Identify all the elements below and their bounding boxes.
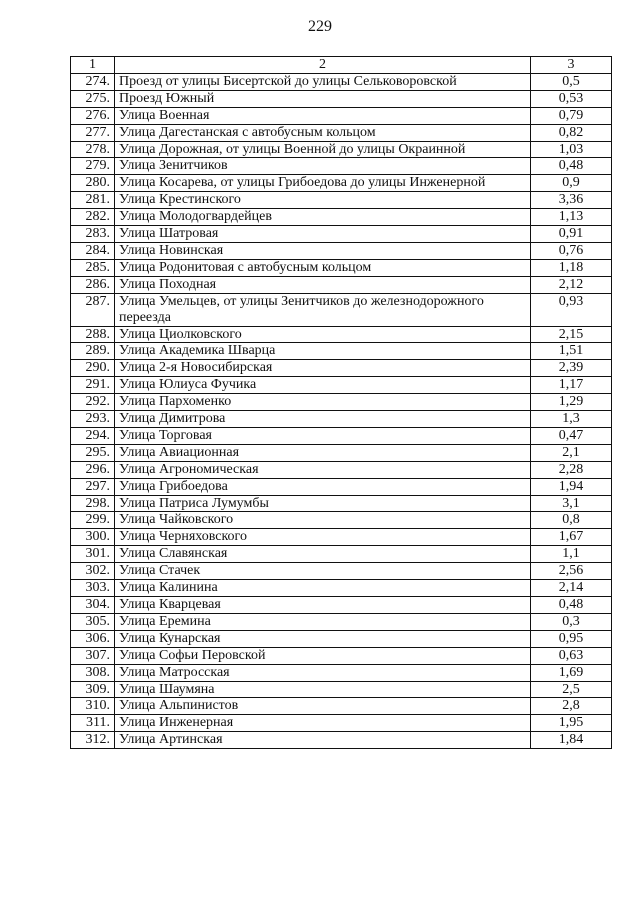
row-number: 299. [71, 512, 115, 529]
table-row [71, 259, 612, 276]
row-number: 276. [71, 107, 115, 124]
table-row [71, 563, 612, 580]
length-value: 1,13 [531, 209, 612, 226]
table-row [71, 478, 612, 495]
row-number: 286. [71, 276, 115, 293]
street-name: Улица Димитрова [115, 411, 531, 428]
length-value: 0,5 [531, 73, 612, 90]
length-value: 0,8 [531, 512, 612, 529]
row-number: 308. [71, 664, 115, 681]
row-number: 310. [71, 698, 115, 715]
street-name: Улица Крестинского [115, 192, 531, 209]
street-name: Улица Стачек [115, 563, 531, 580]
length-value: 2,8 [531, 698, 612, 715]
table-row [71, 326, 612, 343]
row-number: 289. [71, 343, 115, 360]
length-value: 1,1 [531, 546, 612, 563]
table-row [71, 444, 612, 461]
row-number: 302. [71, 563, 115, 580]
length-value: 0,3 [531, 613, 612, 630]
table-row [71, 715, 612, 732]
street-name: Улица Академика Шварца [115, 343, 531, 360]
length-value: 0,91 [531, 226, 612, 243]
length-value: 0,76 [531, 242, 612, 259]
row-number: 295. [71, 444, 115, 461]
table-row [71, 597, 612, 614]
length-value: 2,15 [531, 326, 612, 343]
length-value: 2,14 [531, 580, 612, 597]
row-number: 274. [71, 73, 115, 90]
row-number: 309. [71, 681, 115, 698]
table-row [71, 175, 612, 192]
row-number: 280. [71, 175, 115, 192]
row-number: 297. [71, 478, 115, 495]
table-row [71, 512, 612, 529]
street-name: Улица Походная [115, 276, 531, 293]
street-name: Улица Дагестанская с автобусным кольцом [115, 124, 531, 141]
table-row [71, 343, 612, 360]
street-name: Улица Кунарская [115, 630, 531, 647]
table-row [71, 377, 612, 394]
table-row [71, 107, 612, 124]
street-name: Улица Софьи Перовской [115, 647, 531, 664]
length-value: 1,17 [531, 377, 612, 394]
table-row [71, 293, 612, 326]
length-value: 3,1 [531, 495, 612, 512]
table-row [71, 427, 612, 444]
table-row [71, 411, 612, 428]
table-row [71, 630, 612, 647]
column-header-value: 3 [531, 57, 612, 74]
table-row [71, 124, 612, 141]
length-value: 0,47 [531, 427, 612, 444]
table-row [71, 580, 612, 597]
row-number: 300. [71, 529, 115, 546]
length-value: 2,1 [531, 444, 612, 461]
street-name: Улица Агрономическая [115, 461, 531, 478]
street-name: Улица Славянская [115, 546, 531, 563]
length-value: 2,5 [531, 681, 612, 698]
table-row [71, 613, 612, 630]
table-row [71, 546, 612, 563]
street-name: Улица Авиационная [115, 444, 531, 461]
length-value: 0,9 [531, 175, 612, 192]
length-value: 2,56 [531, 563, 612, 580]
table-header-row [71, 57, 612, 74]
street-name: Улица Кварцевая [115, 597, 531, 614]
table-row [71, 681, 612, 698]
table-row [71, 141, 612, 158]
length-value: 1,18 [531, 259, 612, 276]
table-row [71, 158, 612, 175]
length-value: 2,12 [531, 276, 612, 293]
table-row [71, 664, 612, 681]
street-name: Улица Родонитовая с автобусным кольцом [115, 259, 531, 276]
streets-table [70, 56, 612, 749]
length-value: 0,79 [531, 107, 612, 124]
table-row [71, 360, 612, 377]
row-number: 277. [71, 124, 115, 141]
street-name: Улица Юлиуса Фучика [115, 377, 531, 394]
street-name: Улица Косарева, от улицы Грибоедова до улицы Инженерной [115, 175, 531, 192]
table-row [71, 732, 612, 749]
row-number: 293. [71, 411, 115, 428]
row-number: 296. [71, 461, 115, 478]
column-header-number: 1 [71, 57, 115, 74]
row-number: 287. [71, 293, 115, 326]
row-number: 278. [71, 141, 115, 158]
table-row [71, 647, 612, 664]
row-number: 305. [71, 613, 115, 630]
street-name: Улица Торговая [115, 427, 531, 444]
street-name: Улица Дорожная, от улицы Военной до улицы Окраинной [115, 141, 531, 158]
table-row [71, 192, 612, 209]
street-name: Улица Альпинистов [115, 698, 531, 715]
street-name: Улица Новинская [115, 242, 531, 259]
table-row [71, 698, 612, 715]
street-name: Проезд от улицы Бисертской до улицы Сельковоровской [115, 73, 531, 90]
length-value: 0,82 [531, 124, 612, 141]
street-name: Улица Зенитчиков [115, 158, 531, 175]
row-number: 307. [71, 647, 115, 664]
street-name: Улица Артинская [115, 732, 531, 749]
row-number: 283. [71, 226, 115, 243]
street-name: Улица Шаумяна [115, 681, 531, 698]
row-number: 285. [71, 259, 115, 276]
street-name: Улица Умельцев, от улицы Зенитчиков до железнодорожного переезда [115, 293, 531, 326]
column-header-name: 2 [115, 57, 531, 74]
length-value: 1,3 [531, 411, 612, 428]
length-value: 3,36 [531, 192, 612, 209]
row-number: 294. [71, 427, 115, 444]
row-number: 311. [71, 715, 115, 732]
street-name: Улица Циолковского [115, 326, 531, 343]
street-name: Улица Патриса Лумумбы [115, 495, 531, 512]
length-value: 1,03 [531, 141, 612, 158]
row-number: 303. [71, 580, 115, 597]
length-value: 0,48 [531, 158, 612, 175]
length-value: 0,63 [531, 647, 612, 664]
row-number: 306. [71, 630, 115, 647]
length-value: 2,28 [531, 461, 612, 478]
page-number: 229 [308, 18, 332, 35]
street-name: Улица Еремина [115, 613, 531, 630]
street-name: Улица Грибоедова [115, 478, 531, 495]
row-number: 281. [71, 192, 115, 209]
street-name: Улица Пархоменко [115, 394, 531, 411]
length-value: 0,93 [531, 293, 612, 326]
street-name: Проезд Южный [115, 90, 531, 107]
street-name: Улица Военная [115, 107, 531, 124]
length-value: 1,95 [531, 715, 612, 732]
row-number: 290. [71, 360, 115, 377]
table-row [71, 276, 612, 293]
length-value: 1,84 [531, 732, 612, 749]
length-value: 1,51 [531, 343, 612, 360]
row-number: 279. [71, 158, 115, 175]
row-number: 292. [71, 394, 115, 411]
row-number: 282. [71, 209, 115, 226]
table-row [71, 394, 612, 411]
table-row [71, 90, 612, 107]
length-value: 1,94 [531, 478, 612, 495]
street-name: Улица 2-я Новосибирская [115, 360, 531, 377]
table-row [71, 495, 612, 512]
street-name: Улица Чайковского [115, 512, 531, 529]
row-number: 288. [71, 326, 115, 343]
table-row [71, 73, 612, 90]
length-value: 0,48 [531, 597, 612, 614]
table-row [71, 529, 612, 546]
table-row [71, 461, 612, 478]
street-name: Улица Черняховского [115, 529, 531, 546]
length-value: 2,39 [531, 360, 612, 377]
row-number: 304. [71, 597, 115, 614]
row-number: 301. [71, 546, 115, 563]
row-number: 291. [71, 377, 115, 394]
street-name: Улица Инженерная [115, 715, 531, 732]
table-row [71, 209, 612, 226]
street-name: Улица Матросская [115, 664, 531, 681]
row-number: 275. [71, 90, 115, 107]
row-number: 298. [71, 495, 115, 512]
length-value: 0,53 [531, 90, 612, 107]
length-value: 0,95 [531, 630, 612, 647]
street-name: Улица Молодогвардейцев [115, 209, 531, 226]
row-number: 312. [71, 732, 115, 749]
length-value: 1,67 [531, 529, 612, 546]
street-name: Улица Шатровая [115, 226, 531, 243]
length-value: 1,29 [531, 394, 612, 411]
row-number: 284. [71, 242, 115, 259]
table-row [71, 242, 612, 259]
length-value: 1,69 [531, 664, 612, 681]
street-name: Улица Калинина [115, 580, 531, 597]
table-row [71, 226, 612, 243]
